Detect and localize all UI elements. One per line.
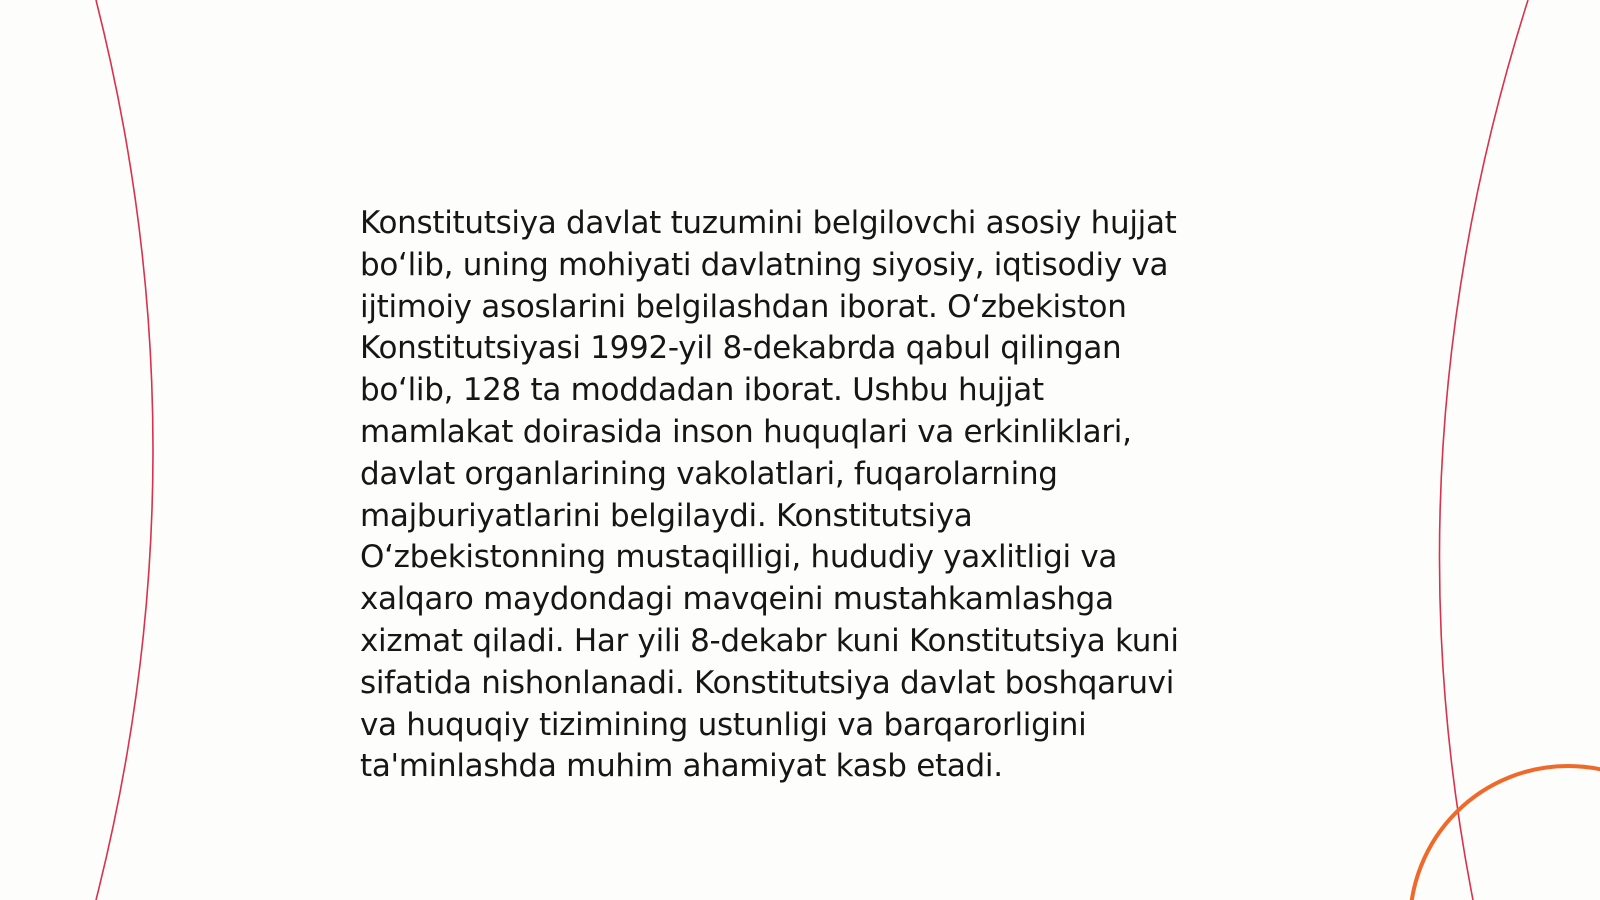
text-line: ta'minlashda muhim ahamiyat kasb etadi.: [360, 748, 1003, 785]
text-line: bo‘lib, 128 ta moddadan iborat. Ushbu hujjat: [360, 372, 1044, 409]
left-red-arc: [96, 0, 153, 900]
right-red-arc: [1439, 0, 1528, 900]
text-line: davlat organlarining vakolatlari, fuqarolarning: [360, 455, 1058, 492]
text-line: Konstitutsiya davlat tuzumini belgilovchi asosiy hujjat: [360, 205, 1177, 241]
text-line: majburiyatlarini belgilaydi. Konstitutsiya: [360, 497, 973, 534]
body-paragraph: [360, 203, 1240, 788]
text-line: Konstitutsiyasi 1992-yil 8-dekabrda qabul qilingan: [360, 330, 1122, 367]
text-line: mamlakat doirasida inson huquqlari va erkinliklari,: [360, 413, 1132, 450]
text-line: xizmat qiladi. Har yili 8-dekabr kuni Konstitutsiya kuni: [360, 622, 1179, 659]
orange-circle-arc: [1410, 766, 1600, 900]
text-line: xalqaro maydondagi mavqeini mustahkamlashga: [360, 581, 1114, 618]
text-line: O‘zbekistonning mustaqilligi, hududiy yaxlitligi va: [360, 539, 1118, 576]
text-line: sifatida nishonlanadi. Konstitutsiya davlat boshqaruvi: [360, 664, 1175, 701]
text-line: bo‘lib, uning mohiyati davlatning siyosiy, iqtisodiy va: [360, 246, 1169, 283]
text-line: ijtimoiy asoslarini belgilashdan iborat. O‘zbekiston: [360, 288, 1127, 325]
text-line: va huquqiy tizimining ustunligi va barqarorligini: [360, 706, 1087, 743]
